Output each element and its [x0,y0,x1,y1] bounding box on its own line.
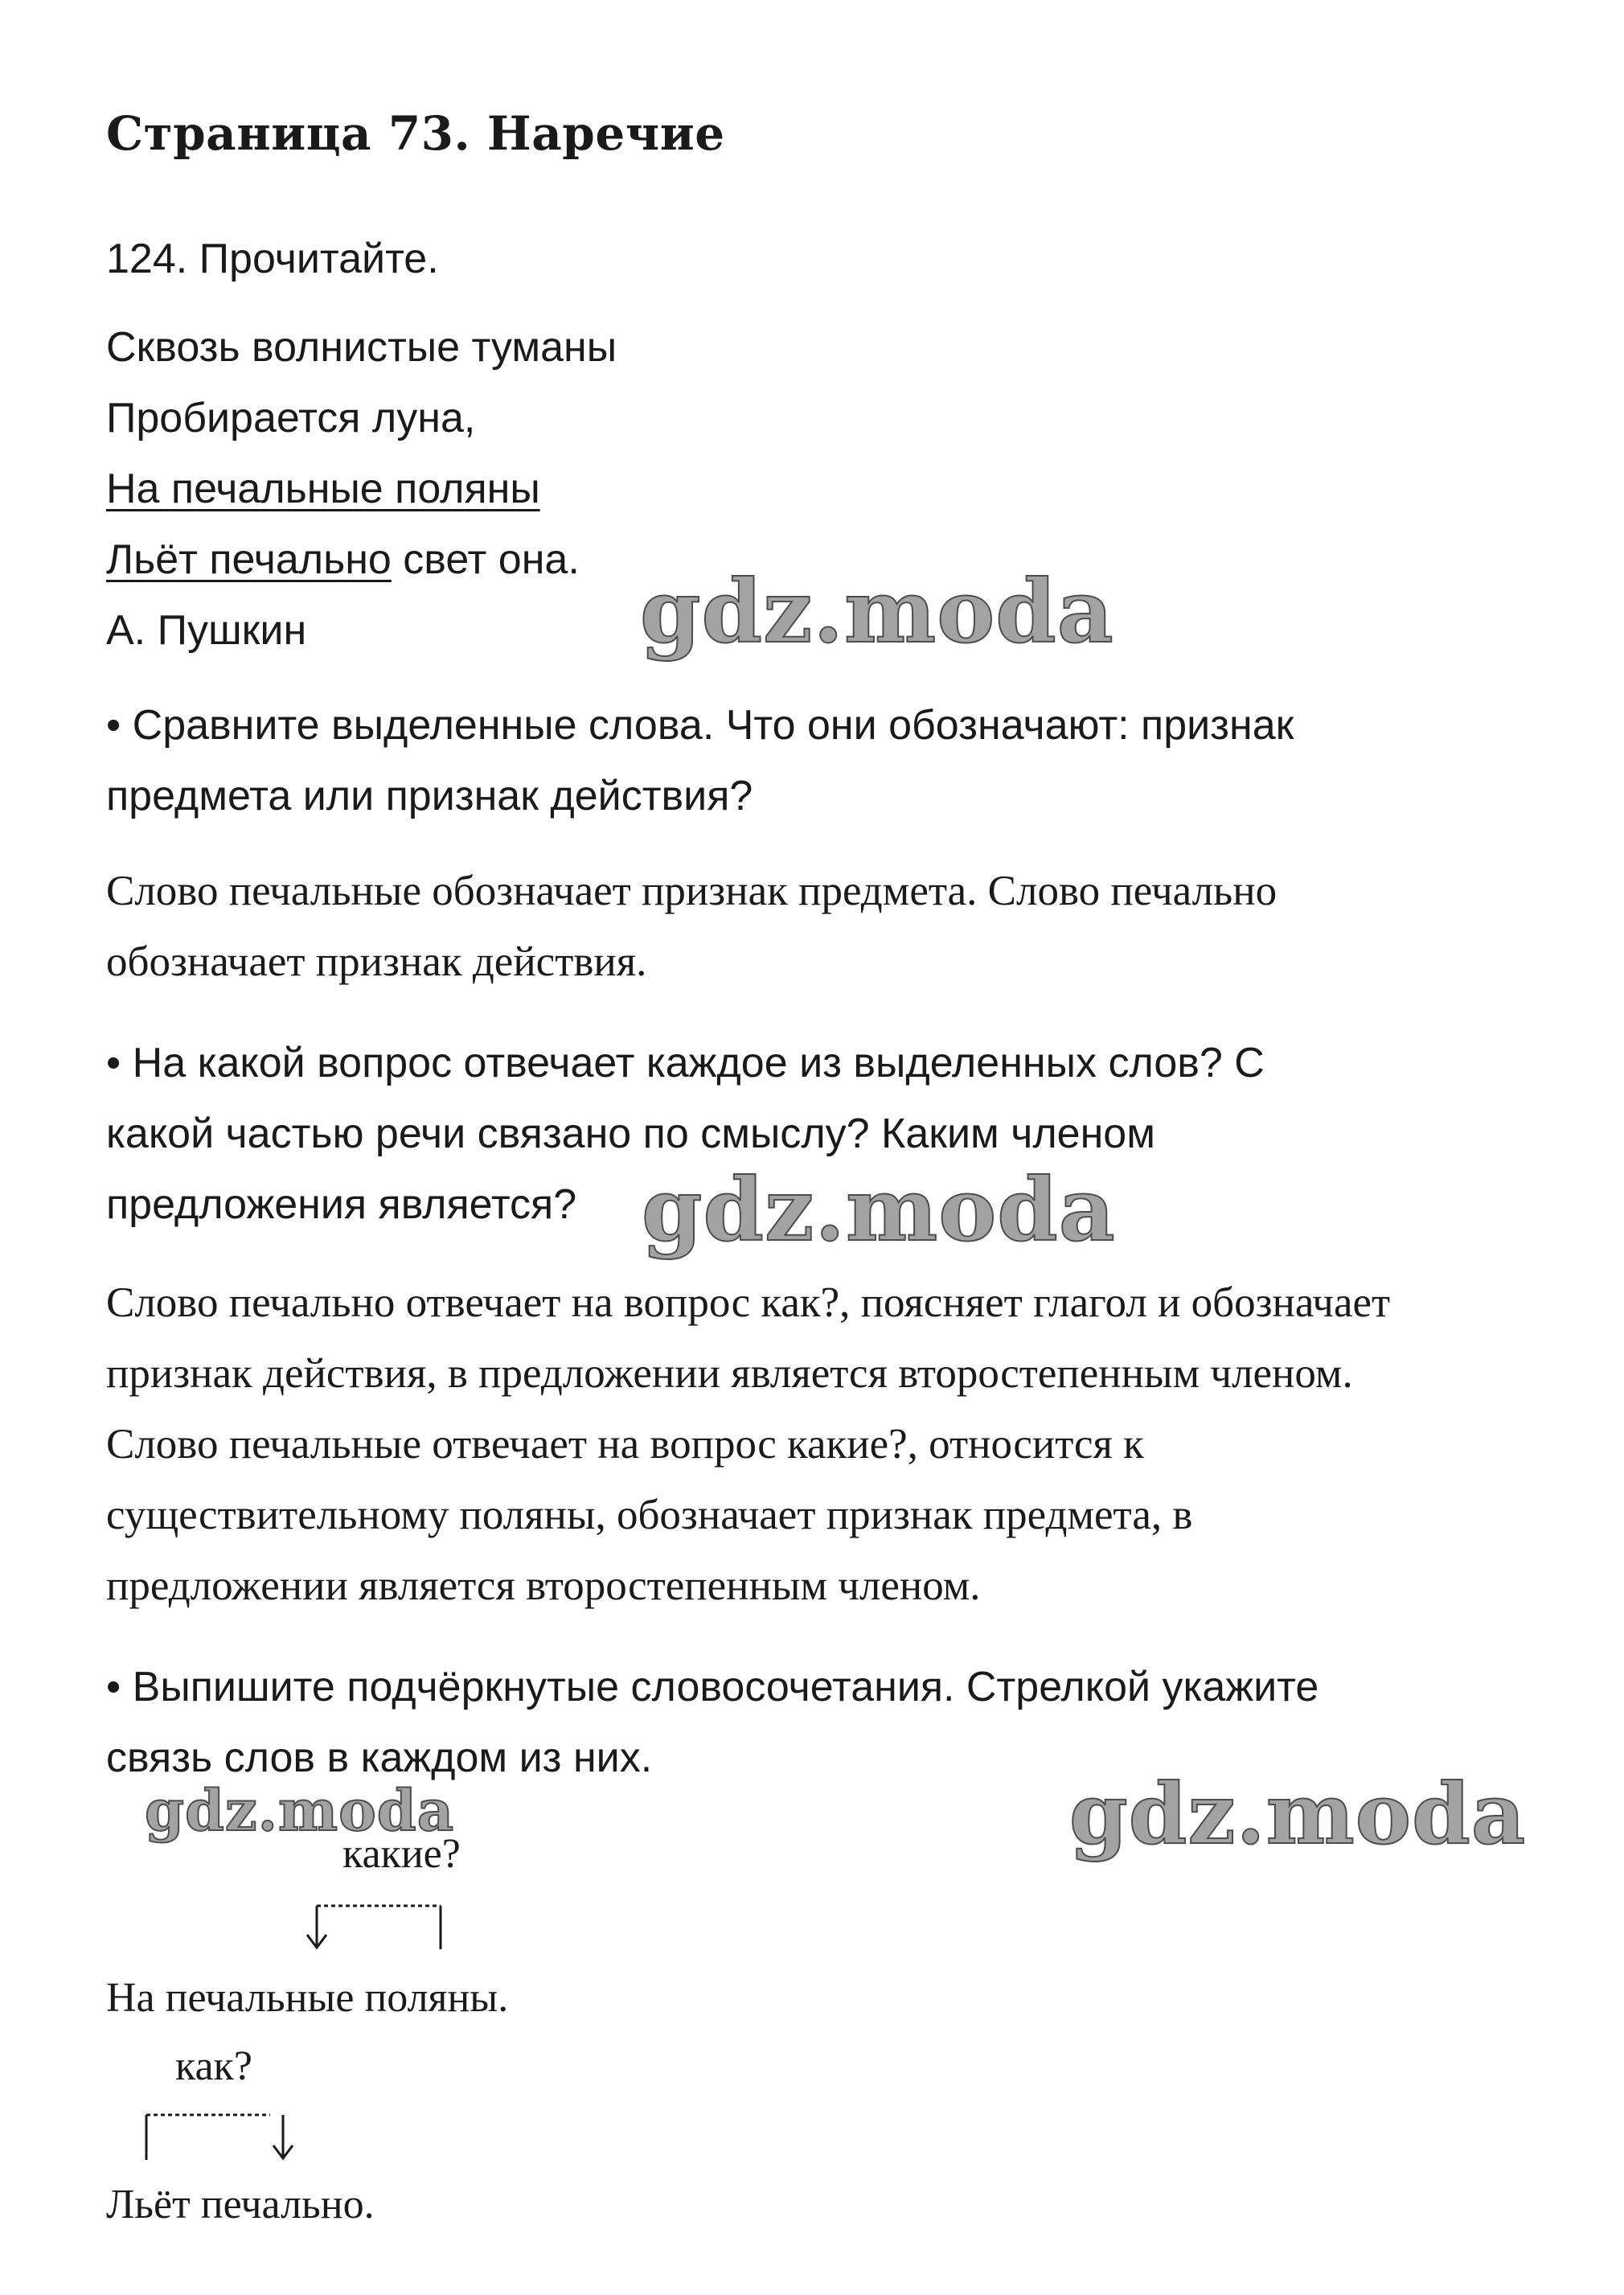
task-1-line-2: предмета или признак действия? [106,773,753,819]
answer-2 [106,1267,1390,1621]
page-title: Страница 73. Наречие [106,106,725,161]
poem-line-1: Сквозь волнистые туманы [106,324,617,371]
watermark-logo: gdz.moda [640,561,1114,663]
diagram-2-arrow [137,2104,314,2176]
diagram-1-phrase: На печальные поляны. [106,1975,509,2021]
task-2-line-1: • На какой вопрос отвечает каждое из выделенных слов? С [106,1040,1265,1086]
watermark-logo: gdz.moda [1069,1764,1527,1863]
answer-1 [106,856,1277,997]
task-3-line-1: • Выпишите подчёркнутые словосочетания. Стрелкой укажите [106,1664,1319,1710]
poem-line-3 [106,454,617,524]
task-3-line-2: связь слов в каждом из них. [106,1735,653,1781]
diagram-1-question: какие? [342,1831,461,1877]
poem-line-4-rest: свет она. [391,536,580,583]
task-1-line-1: • Сравните выделенные слова. Что они обозначают: признак [106,702,1294,749]
diagram-1-arrow [289,1896,450,1960]
answer-1-line-2: обозначает признак действия. [106,938,647,985]
poem [106,312,617,666]
task-2-line-2: какой частью речи связано по смыслу? Каким членом [106,1111,1155,1157]
answer-2-line-5: предложении является второстепенным членом. [106,1562,981,1609]
watermark-logo: gdz.moda [642,1160,1116,1261]
answer-2-line-4: существительному поляны, обозначает признак предмета, в [106,1492,1193,1538]
task-2-line-3: предложения является? [106,1181,577,1228]
task-1 [106,690,1294,831]
watermark-logo: gdz.moda [145,1777,455,1844]
diagram-2-question: как? [175,2043,252,2089]
diagram-2-phrase: Льёт печально. [106,2182,375,2227]
underlined-phrase-2: Льёт печально [106,536,392,583]
answer-2-line-1: Слово печально отвечает на вопрос как?, поясняет глагол и обозначает [106,1279,1391,1326]
poem-line-4 [106,524,617,595]
answer-1-line-1: Слово печальные обозначает признак предмета. Слово печально [106,868,1277,914]
poem-line-2: Пробирается луна, [106,395,476,441]
poem-author: А. Пушкин [106,607,307,654]
underlined-phrase-1: На печальные поляны [106,466,540,512]
answer-2-line-2: признак действия, в предложении является второстепенным членом. [106,1350,1353,1397]
answer-2-line-3: Слово печальные отвечает на вопрос какие?, относится к [106,1421,1144,1468]
exercise-number: 124. Прочитайте. [106,236,439,282]
